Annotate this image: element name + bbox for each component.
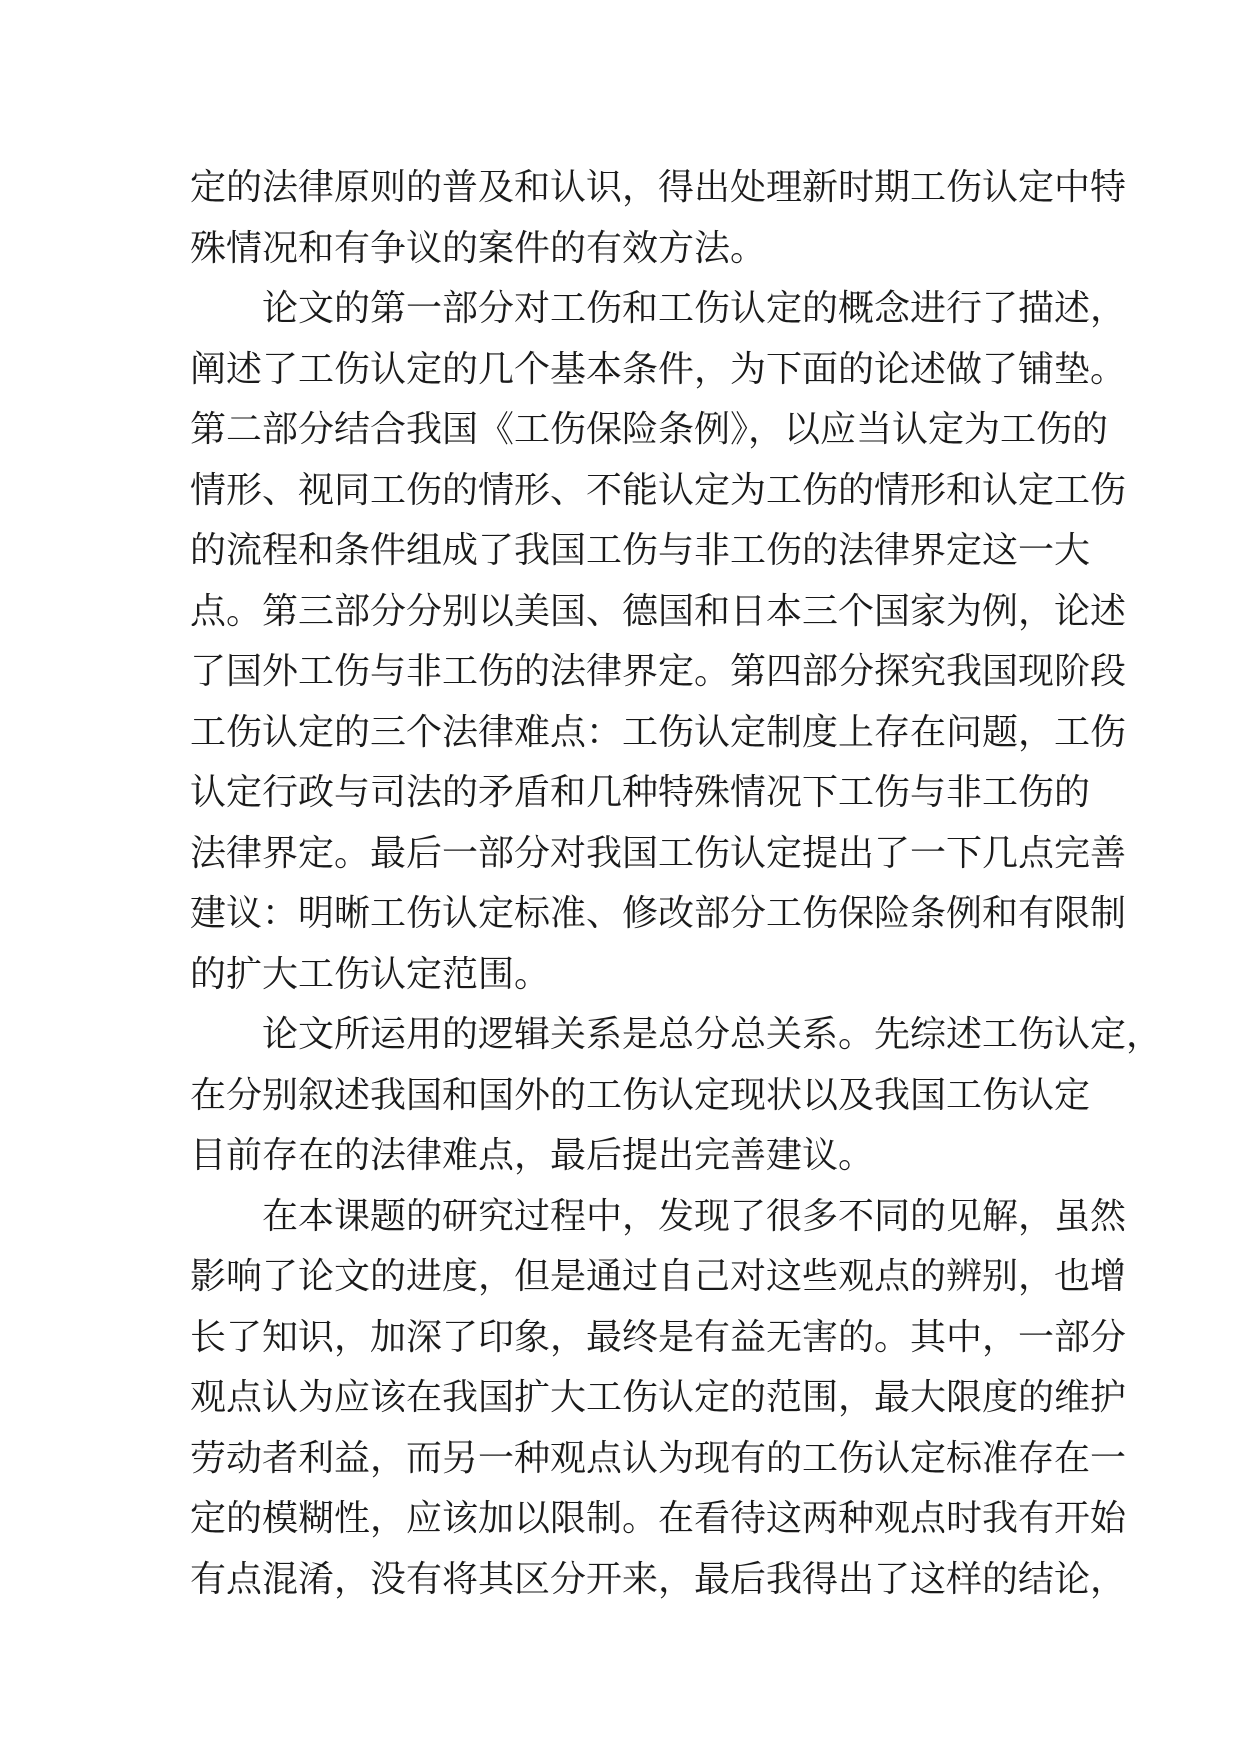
text-line: 认定行政与司法的矛盾和几种特殊情况下工伤与非工伤的 <box>190 772 1091 813</box>
text-line: 工伤认定的三个法律难点：工伤认定制度上存在问题，工伤 <box>190 711 1127 753</box>
text-line: 有点混淆，没有将其区分开来，最后我得出了这样的结论， <box>190 1558 1127 1600</box>
text-line: 论文所运用的逻辑关系是总分总关系。先综述工伤认定， <box>262 1014 1163 1055</box>
text-line: 的流程和条件组成了我国工伤与非工伤的法律界定这一大 <box>190 530 1091 571</box>
text-line: 影响了论文的进度，但是通过自己对这些观点的辨别，也增 <box>190 1256 1127 1297</box>
text-line: 第二部分结合我国《工伤保险条例》，以应当认定为工伤的 <box>190 409 1109 450</box>
text-line: 点。第三部分分别以美国、德国和日本三个国家为例，论述 <box>190 590 1127 632</box>
body-text <box>190 158 1163 1610</box>
text-line: 在本课题的研究过程中，发现了很多不同的见解，虽然 <box>262 1195 1127 1237</box>
text-line: 目前存在的法律难点，最后提出完善建议。 <box>190 1135 875 1176</box>
text-line: 殊情况和有争议的案件的有效方法。 <box>190 227 767 269</box>
text-line: 了国外工伤与非工伤的法律界定。第四部分探究我国现阶段 <box>190 651 1127 692</box>
text-line: 长了知识，加深了印象，最终是有益无害的。其中，一部分 <box>190 1316 1127 1358</box>
text-line: 建议：明晰工伤认定标准、修改部分工伤保险条例和有限制 <box>190 893 1127 934</box>
text-line: 观点认为应该在我国扩大工伤认定的范围，最大限度的维护 <box>190 1377 1127 1418</box>
text-line: 的扩大工伤认定范围。 <box>190 953 551 995</box>
text-line: 情形、视同工伤的情形、不能认定为工伤的情形和认定工伤 <box>190 469 1127 511</box>
text-line: 在分别叙述我国和国外的工伤认定现状以及我国工伤认定 <box>190 1074 1091 1116</box>
text-line: 阐述了工伤认定的几个基本条件，为下面的论述做了铺垫。 <box>190 348 1127 390</box>
text-line: 劳动者利益，而另一种观点认为现有的工伤认定标准存在一 <box>190 1437 1127 1479</box>
text-line: 定的法律原则的普及和认识，得出处理新时期工伤认定中特 <box>190 167 1127 208</box>
text-line: 定的模糊性，应该加以限制。在看待这两种观点时我有开始 <box>190 1498 1127 1539</box>
text-line: 论文的第一部分对工伤和工伤认定的概念进行了描述， <box>262 288 1127 329</box>
text-line: 法律界定。最后一部分对我国工伤认定提出了一下几点完善 <box>190 832 1127 874</box>
